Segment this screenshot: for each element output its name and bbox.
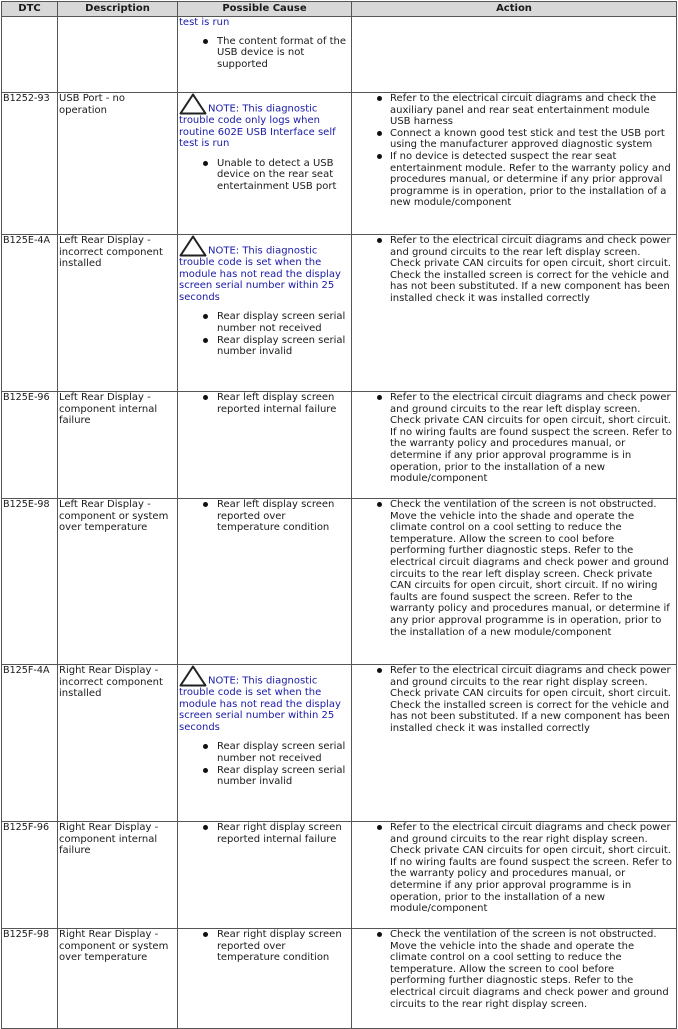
dtc-description: Left Rear Display - component internal failure: [58, 392, 178, 499]
dtc-code: B125F-98: [2, 929, 58, 1029]
table-row: [2, 17, 677, 93]
action-list: [353, 822, 675, 915]
list-item: Refer to the electrical circuit diagrams and check the auxiliary panel and rear seat entertainment module USB harness: [390, 93, 672, 128]
note-text: [179, 235, 350, 303]
possible-cause: [178, 822, 352, 929]
list-item: Check the ventilation of the screen is not obstructed. Move the vehicle into the shade and operate the climate control on a cool setting to reduce the temperature. Allow the screen to cool before performing further diagnostic steps. Refer to the electrical circuit diagrams and check power and ground circuits to the rear right display screen.: [390, 929, 672, 1010]
action-cell: [352, 392, 677, 499]
header-description: Description: [58, 2, 178, 17]
list-item: Rear display screen serial number not received: [217, 741, 348, 764]
action-list: [353, 235, 675, 305]
dtc-description: Right Rear Display - component internal failure: [58, 822, 178, 929]
warning-icon: [179, 93, 207, 115]
dtc-code: B1252-93: [2, 93, 58, 235]
action-cell: [352, 499, 677, 665]
list-item: Rear display screen serial number invalid: [217, 335, 348, 358]
header-possible-cause: Possible Cause: [178, 2, 352, 17]
list-item: Connect a known good test stick and test the USB port using the manufacturer approved diagnostic system: [390, 128, 672, 151]
table-row: [2, 235, 677, 392]
dtc-description: Left Rear Display - incorrect component installed: [58, 235, 178, 392]
action-list: [353, 499, 675, 638]
list-item: Rear display screen serial number invalid: [217, 765, 348, 788]
dtc-code: B125F-96: [2, 822, 58, 929]
dtc-table: [1, 1, 677, 1029]
possible-cause: [178, 392, 352, 499]
table-row: [2, 822, 677, 929]
cause-list: [179, 741, 350, 787]
cause-list: [179, 499, 350, 534]
list-item: Unable to detect a USB device on the rear seat entertainment USB port: [217, 158, 348, 193]
action-list: [353, 929, 675, 1010]
list-item: Refer to the electrical circuit diagrams and check power and ground circuits to the rear right display screen. Check private CAN circuits for open circuit, short circuit. Check the installed screen is correct for the vehicle and has not been substituted. If a new component has been installed check it was installed correctly: [390, 665, 671, 734]
possible-cause: [178, 929, 352, 1029]
possible-cause: [178, 17, 352, 93]
dtc-code: B125E-96: [2, 392, 58, 499]
header-action: Action: [352, 2, 677, 17]
dtc-description: [58, 17, 178, 93]
action-cell: [352, 17, 677, 93]
cause-list: [179, 311, 350, 357]
action-list: [353, 665, 675, 735]
dtc-description: Right Rear Display - component or system over temperature: [58, 929, 178, 1029]
table-row: [2, 665, 677, 822]
warning-icon: [179, 235, 207, 257]
list-item: Rear left display screen reported over temperature condition: [217, 499, 348, 534]
cause-list: [179, 158, 350, 193]
action-cell: [352, 822, 677, 929]
note-label: NOTE: This diagnostic trouble code only logs when routine 602E USB Interface self test is run: [179, 103, 336, 150]
list-item: Refer to the electrical circuit diagrams and check power and ground circuits to the rear right display screen. Check private CAN circuits for open circuit, short circuit. If no wiring faults are found suspect the screen. Refer to the warranty policy and procedures manual, or determine if any prior approval programme is in operation, prior to the installation of a new module/component: [390, 822, 672, 915]
possible-cause: [178, 235, 352, 392]
action-list: [353, 392, 675, 485]
list-item: Refer to the electrical circuit diagrams and check power and ground circuits to the rear left display screen. Check private CAN circuits for open circuit, short circuit. If no wiring faults are found suspect the screen. Refer to the warranty policy and procedures manual, or determine if any prior approval programme is in operation, prior to the installation of a new module/component: [390, 392, 672, 485]
table-header-row: [2, 2, 677, 17]
dtc-description: USB Port - no operation: [58, 93, 178, 235]
note-text: test is run: [179, 17, 230, 28]
dtc-code: B125E-4A: [2, 235, 58, 392]
action-cell: [352, 93, 677, 235]
dtc-description: Left Rear Display - component or system over temperature: [58, 499, 178, 665]
cause-list: [179, 392, 350, 415]
action-list: [353, 93, 675, 209]
note-label: NOTE: This diagnostic trouble code is set when the module has not read the display screen serial number within 25 seconds: [179, 675, 341, 733]
action-cell: [352, 929, 677, 1029]
list-item: Rear right display screen reported over temperature condition: [217, 929, 348, 964]
note-label: NOTE: This diagnostic trouble code is set when the module has not read the display screen serial number within 25 seconds: [179, 245, 341, 303]
table-row: [2, 499, 677, 665]
warning-icon: [179, 665, 207, 687]
list-item: If no device is detected suspect the rear seat entertainment module. Refer to the warranty policy and procedures manual, or determine if any prior approval programme is in operation, prior to the installation of a new module/component: [390, 150, 671, 209]
list-item: Rear left display screen reported internal failure: [217, 392, 348, 415]
list-item: Check the ventilation of the screen is not obstructed. Move the vehicle into the shade and operate the climate control on a cool setting to reduce the temperature. Allow the screen to cool before performing further diagnostic steps. Refer to the electrical circuit diagrams and check power and ground circuits to the rear left display screen. Check private CAN circuits for open circuit, short circuit. If no wiring faults are found suspect the screen. Refer to the warranty policy and procedures manual, or determine if any prior approval programme is in operation, prior to the installation of a new module/component: [390, 499, 672, 638]
list-item: Rear display screen serial number not received: [217, 311, 348, 334]
header-dtc: DTC: [2, 2, 58, 17]
table-row: [2, 93, 677, 235]
cause-list: [179, 822, 350, 845]
dtc-code: [2, 17, 58, 93]
dtc-code: B125E-98: [2, 499, 58, 665]
cause-list: [179, 929, 350, 964]
note-text: [179, 93, 350, 150]
dtc-description: Right Rear Display - incorrect component installed: [58, 665, 178, 822]
note-text: [179, 665, 350, 733]
possible-cause: [178, 499, 352, 665]
list-item: The content format of the USB device is not supported: [217, 35, 347, 70]
table-row: [2, 392, 677, 499]
action-cell: [352, 235, 677, 392]
action-cell: [352, 665, 677, 822]
list-item: Rear right display screen reported internal failure: [217, 822, 348, 845]
possible-cause: [178, 93, 352, 235]
dtc-code: B125F-4A: [2, 665, 58, 822]
possible-cause: [178, 665, 352, 822]
list-item: Refer to the electrical circuit diagrams and check power and ground circuits to the rear left display screen. Check private CAN circuits for open circuit, short circuit. Check the installed screen is correct for the vehicle and has not been substituted. If a new component has been installed check it was installed correctly: [390, 235, 671, 304]
table-row: [2, 929, 677, 1029]
cause-list: [179, 36, 350, 71]
